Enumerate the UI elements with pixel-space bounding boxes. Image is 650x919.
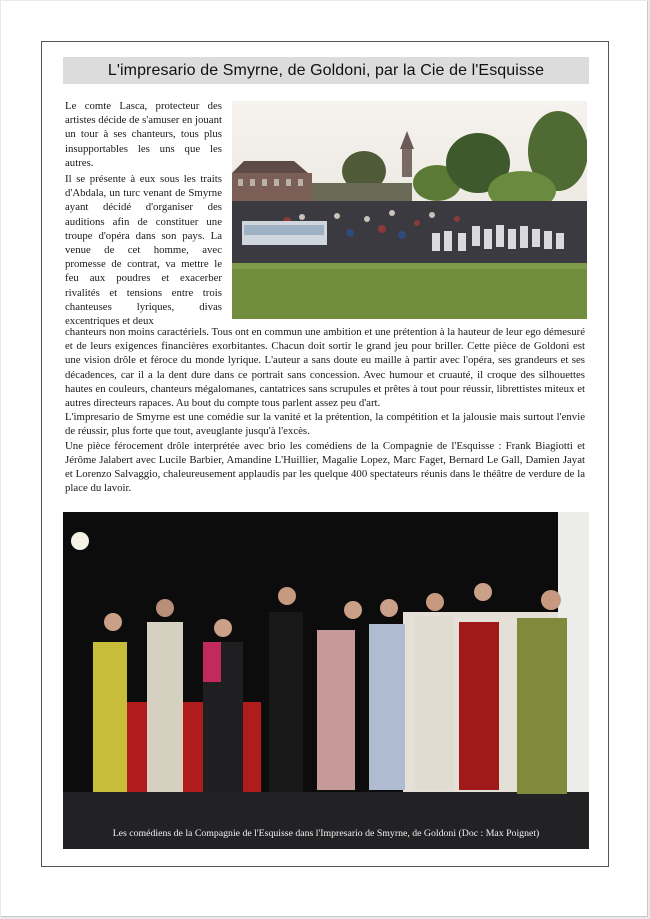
document-page (1, 1, 648, 917)
article-title: L'impresario de Smyrne, de Goldoni, par la Cie de l'Esquisse (107, 61, 545, 79)
paragraph-5: Une pièce férocement drôle interprétée avec brio les comédiens de la Compagnie de l'Esquisse : Frank Biagiotti et Jérôme Jalabert avec Lucile Barbier, Amandine L'Huillier, Magalie Lopez, Marc Faget, Bernard Le Gall, Damien Jayat et Lorenzo Salvaggio, chaleureusement applaudis par les quelque 400 spectateurs réunis dans le théâtre de verdure de la place du lavoir. (65, 439, 585, 495)
paragraph-2: Il se présente à eux sous les traits d'Abdala, un turc venant de Smyrne ayant décidé d'organiser des auditions afin de constituer une troupe d'opéra dans son pays. La venue de cet homme, avec promesse de contrat, va mettre le feu aux poudres et exacerber rivalités et tensions entre trois chanteuses lyriques, divas excentriques et deux (65, 173, 222, 328)
paragraph-1: Le comte Lasca, protecteur des artistes décide de s'amuser en jouant un tour à ses chanteurs, tous plus insupportables les uns que les autres. (65, 100, 222, 169)
stage-photo (63, 512, 589, 849)
article-title-bar (63, 57, 589, 84)
intro-text-column (65, 99, 222, 330)
main-text (65, 325, 585, 495)
paragraph-4: L'impresario de Smyrne est une comédie sur la vanité et la prétention, la compétition et la jalousie mais surtout l'envie de réussir, plus forte que tout, aveuglante jusqu'à l'excès. (65, 411, 585, 438)
photo-caption: Les comédiens de la Compagnie de l'Esquisse dans l'Impresario de Smyrne, de Goldoni (Doc : Max Poignet) (112, 828, 540, 839)
audience-photo (232, 101, 587, 319)
paragraph-3: chanteurs non moins caractériels. Tous ont en commun une ambition et une prétention à la hauteur de leur ego démesuré et de leurs exigences financières exorbitantes. Chacun doit sortir le grand jeu pour briller. Cette pièce de Goldoni est une vision drôle et féroce du monde lyrique. L'auteur a sans doute eu maille à partir avec l'opéra, ses grandeurs et ses décadences, car il a la dent dure dans ce portrait sans concession. Avec humour et cruauté, il croque des silhouettes hautes en couleurs, chanteurs mégalomanes, cantatrices sans scrupules et prêtes à tout pour réussir, librettistes miteux et autres directeurs rapaces. Au bout du compte tous parlent assez peu d'art. (65, 326, 585, 410)
